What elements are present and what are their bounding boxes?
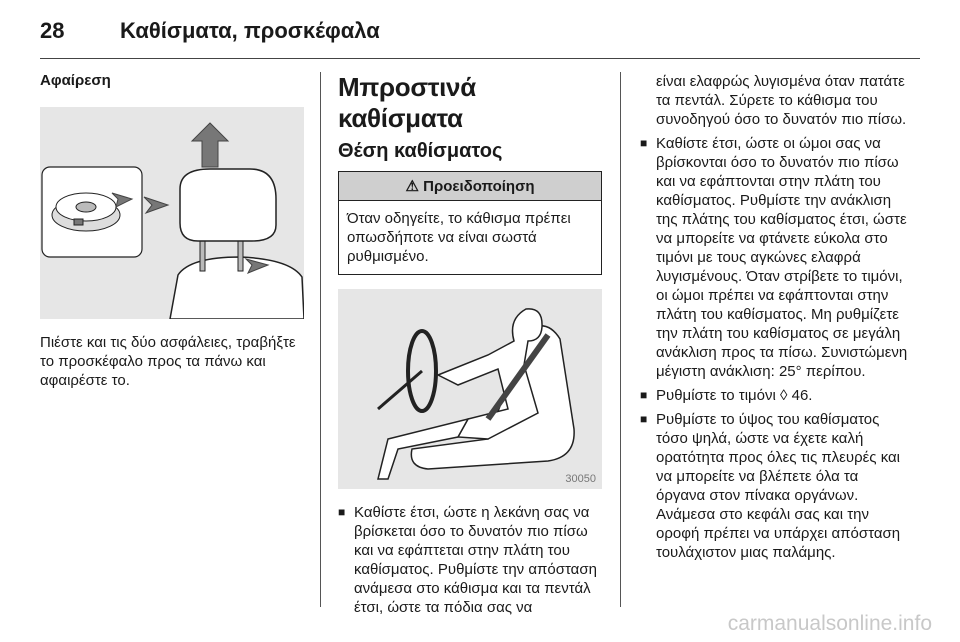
headrest-removal-illustration [40, 107, 304, 319]
column-divider-2 [620, 72, 621, 607]
column-2 [338, 72, 602, 622]
bullet-text-3: Ρυθμίστε το τιμόνι ◊ 46. [656, 387, 813, 404]
removal-heading: Αφαίρεση [40, 72, 111, 89]
bullet-text-4: Ρυθμίστε το ύψος του καθίσματος τόσο ψηλά, ώστε να έχετε καλή ορατότητα προς όλες τις πλευρές και να μπορείτε να βλέπετε όλα τα όργανα στον πίνακα οργάνων. Ανάμεσα στο κεφάλι σας και την οροφή πρέπει να υπάρχει απόσταση τουλάχιστον μιας παλάμης. [656, 411, 901, 561]
bullet-text-1: Καθίστε έτσι, ώστε η λεκάνη σας να βρίσκεται όσο το δυνατόν πιο πίσω και να εφάπτεται στην πλάτη του καθίσματος. Ρυθμίστε την απόσταση ανάμεσα στο κάθισμα και τα πεντάλ έτσι, ώστε τα πόδια σας να [354, 504, 597, 616]
bullet-square-icon: ■ [640, 136, 648, 150]
watermark: carmanualsonline.info [727, 612, 932, 635]
page-number: 28 [40, 18, 65, 43]
headrest-illustration-svg [40, 107, 304, 319]
warning-triangle-icon: ⚠ [405, 178, 419, 195]
warning-header [339, 172, 601, 201]
bullet-item-1 [338, 503, 602, 617]
front-seats-heading: Μπροστινά καθίσματα [338, 72, 476, 133]
seat-position-heading: Θέση καθίσματος [338, 140, 503, 162]
bullet-square-icon: ■ [640, 412, 648, 426]
driver-seat-illustration [338, 289, 602, 489]
page-title: Καθίσματα, προσκέφαλα [120, 18, 380, 43]
warning-text: Όταν οδηγείτε, το κάθισμα πρέπει οπωσδήποτε να είναι σωστά ρυθμισμένο. [347, 210, 571, 265]
bullet-square-icon: ■ [640, 388, 648, 402]
bullet-item-2 [640, 134, 910, 381]
column-divider-1 [320, 72, 321, 607]
warning-title: Προειδοποίηση [423, 178, 535, 195]
bullet-item-3 [640, 386, 910, 405]
removal-instructions: Πιέστε και τις δύο ασφάλειες, τραβήξτε το προσκέφαλο προς τα πάνω και αφαιρέστε το. [40, 334, 296, 389]
column-3 [640, 72, 910, 567]
column-1 [40, 72, 304, 390]
figure-number: 30050 [565, 473, 596, 485]
bullet-square-icon: ■ [338, 505, 346, 519]
bullet-text-2: Καθίστε έτσι, ώστε οι ώμοι σας να βρίσκονται όσο το δυνατόν πιο πίσω και να εφάπτονται στην πλάτη του καθίσματος. Ρυθμίστε την ανάκλιση της πλάτης του καθίσματος έτσι, ώστε να μπορείτε να φτάνετε εύκολα στο τιμόνι με τους αγκώνες ελαφρά λυγισμένους. Όταν στρίβετε το τιμόνι, οι ώμοι πρέπει να εφάπτονται στην πλάτη του καθίσματος. Μη ρυθμίζετε την πλάτη του καθίσματος σε μεγάλη ανάκλιση προς τα πίσω. Συνιστώμενη μέγιστη ανάκλιση: 25° περίπου. [656, 135, 908, 380]
continuation-text: είναι ελαφρώς λυγισμένα όταν πατάτε τα πεντάλ. Σύρετε το κάθισμα του συνοδηγού όσο το δυνατόν πιο πίσω. [656, 73, 907, 128]
header-divider [40, 58, 920, 59]
bullet-item-4 [640, 410, 910, 562]
warning-box [338, 171, 602, 275]
page-header [40, 18, 920, 58]
driver-illustration-svg [338, 289, 602, 489]
